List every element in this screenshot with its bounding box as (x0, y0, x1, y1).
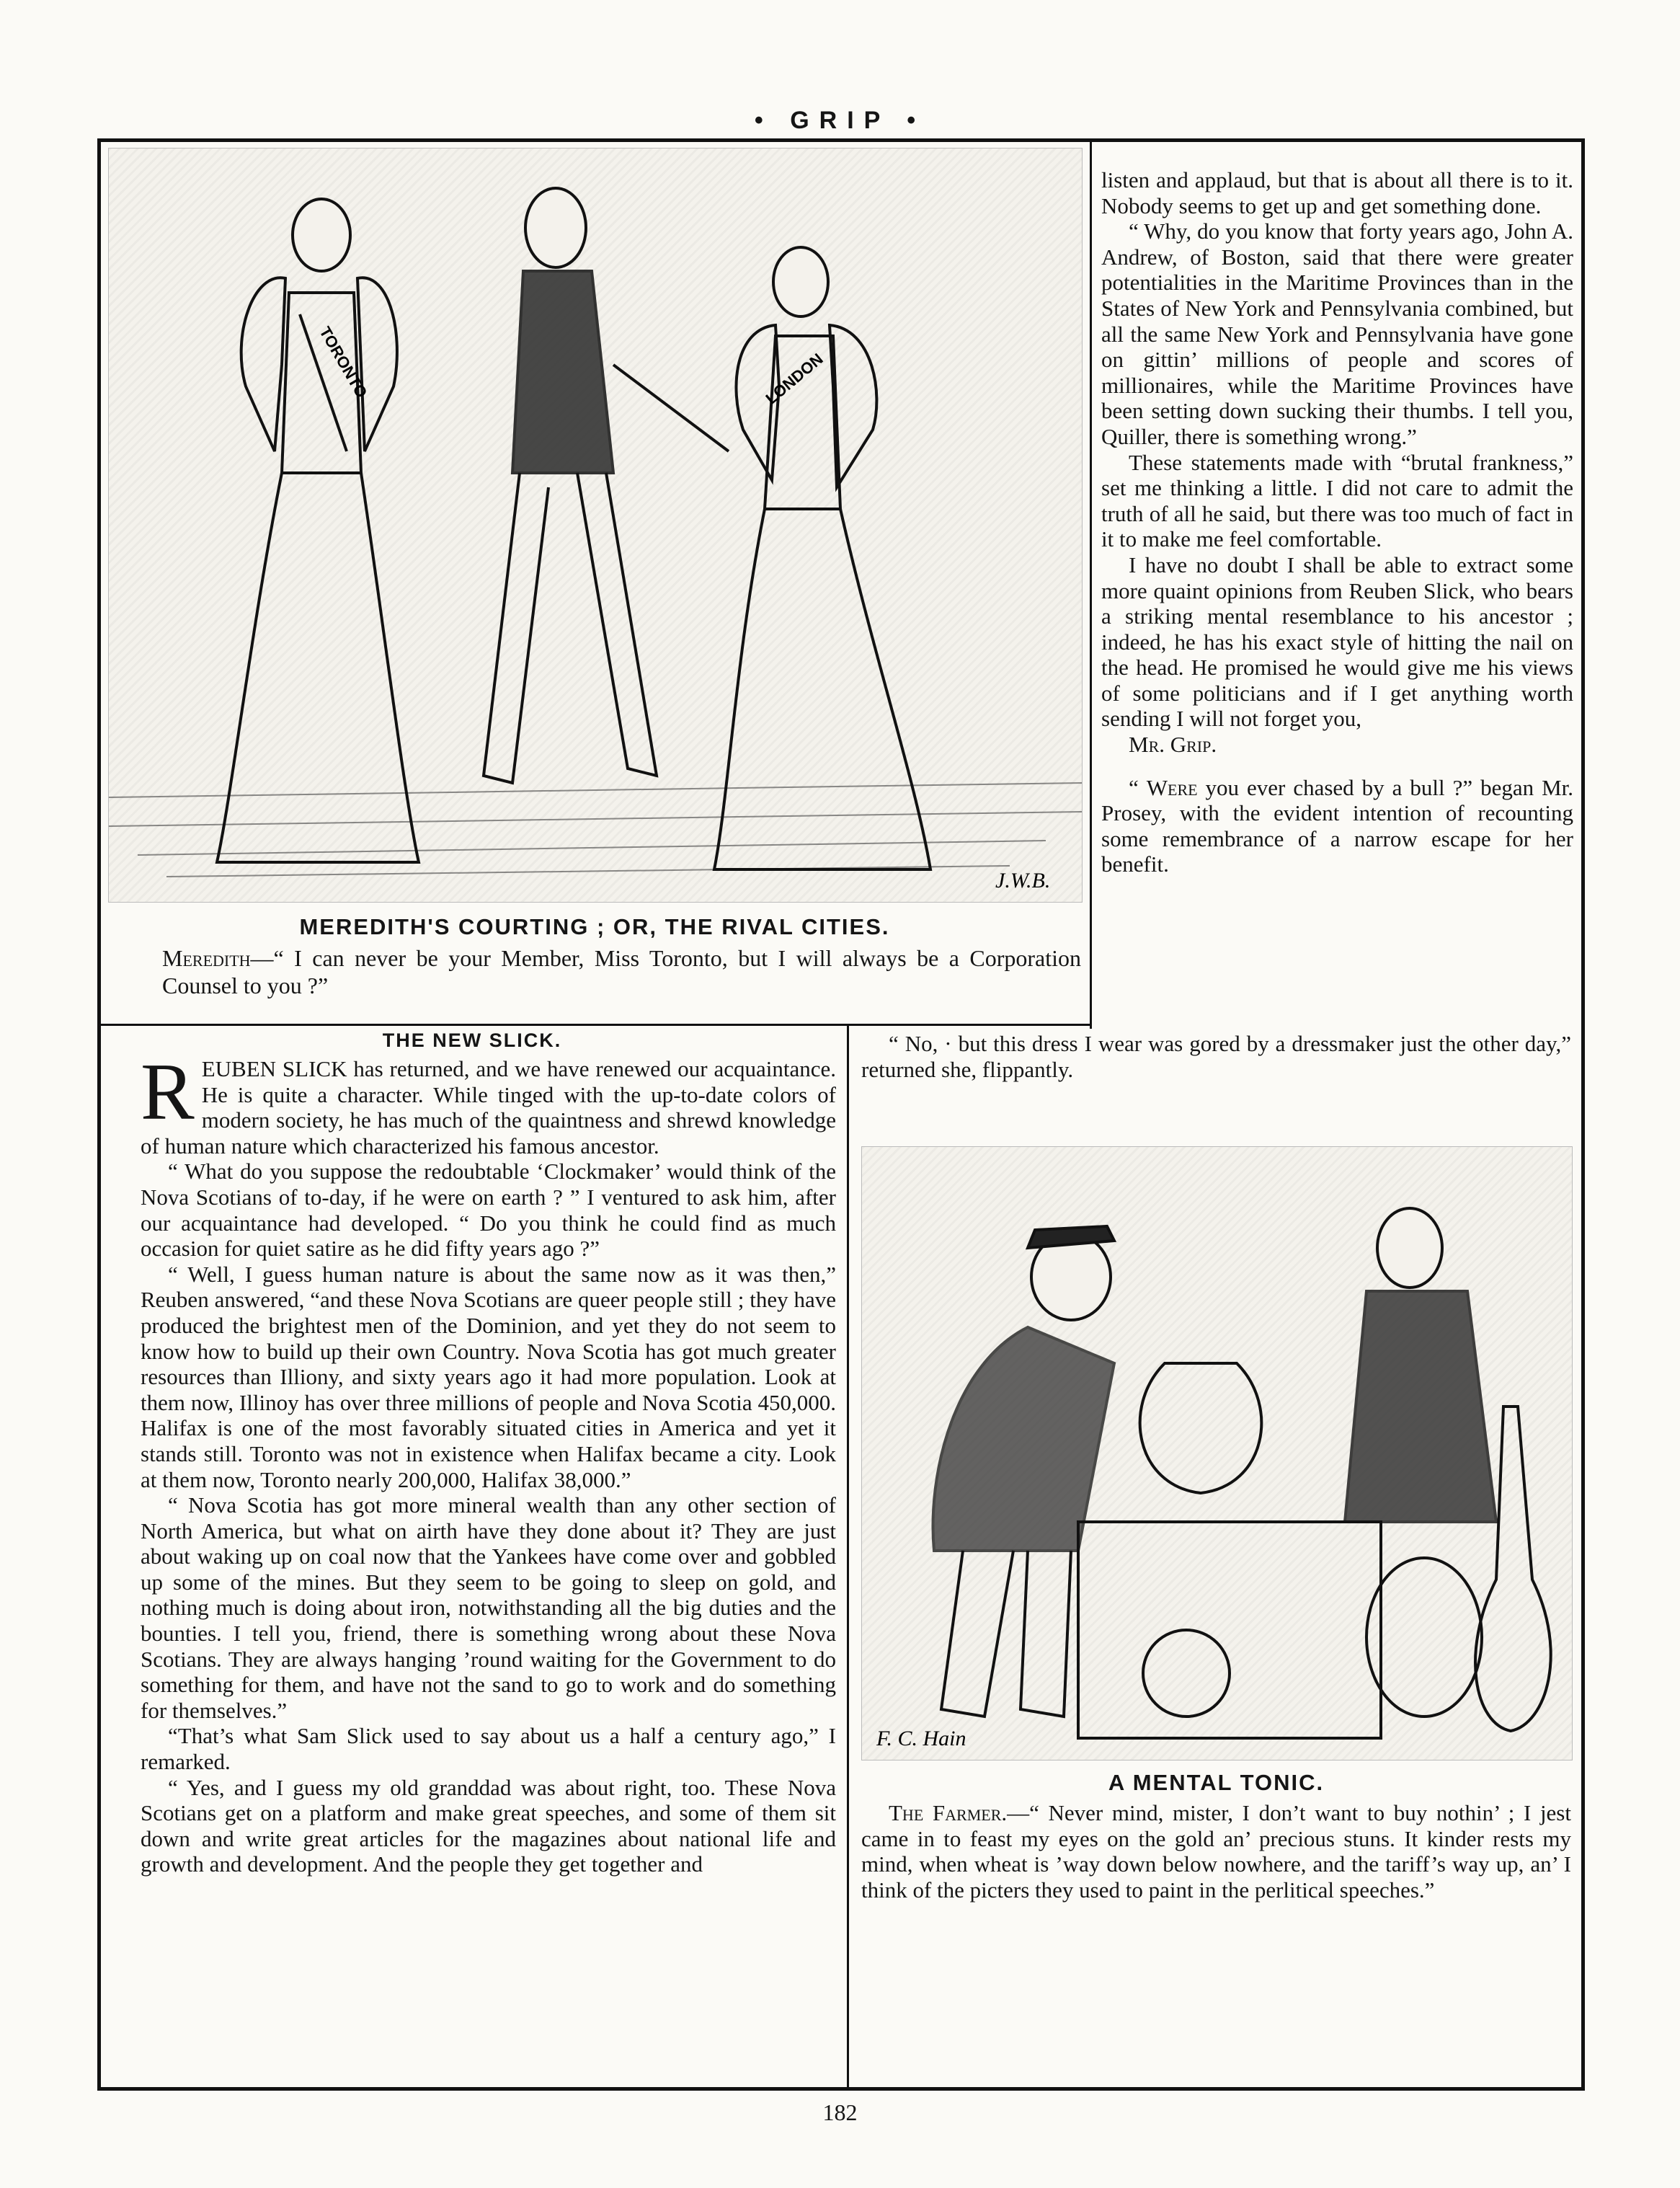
meredith-courting-illustration (108, 148, 1083, 903)
prosey-reply: “ No, · but this dress I wear was gored by a dressmaker just the other day,” returned she, flippantly. (861, 1031, 1571, 1082)
mental-tonic-illustration (861, 1146, 1573, 1760)
cartoon2-title: A MENTAL TONIC. (1108, 1770, 1325, 1795)
section-divider (101, 1024, 1090, 1026)
slick-continued-para-4: I have no doubt I shall be able to extract some more quaint opinions from Reuben Slick, who bears a striking mental resemblance to his ancestor ; indeed, he has his exact style of hitting the nail on the head. He promised he would give me his views of some politicians and if I get anything worth sending I will not forget you, (1101, 552, 1573, 732)
prosey-para-1: “ Were you ever chased by a bull ?” began Mr. Prosey, with the evident intention of recounting some remembrance of a narrow escape for her benefit. (1101, 774, 1573, 877)
new-slick-para-1: REUBEN SLICK has returned, and we have renewed our acquaintance. He is quite a character. While tinged with the up-to-date colors of modern society, he has much of the quaintness and shrewd knowledge of human nature which characterized his famous ancestor. (141, 1048, 836, 1159)
slick-continued-column (1101, 167, 1573, 877)
cartoon2-caption (861, 1800, 1571, 1903)
cartoon1-title: MEREDITH'S COURTING ; OR, THE RIVAL CITIES. (299, 914, 890, 939)
new-slick-para-5: “That’s what Sam Slick used to say about us a half a century ago,” I remarked. (141, 1723, 836, 1775)
new-slick-para-2: “ What do you suppose the redoubtable ‘Clockmaker’ would think of the Nova Scotians of to-day, if he were on earth ? ” I ventured to ask him, after our acquaintance had developed. “ Do you think he could find as much occasion for quiet satire as he did fifty years ago ?” (141, 1159, 836, 1262)
cartoon1-caption (162, 944, 1081, 999)
new-slick-para-4: “ Nova Scotia has got more mineral wealth than any other section of North America, but what on airth have they done about it? They are just about waking up on coal now that the Yankees have come over and gobbled up some of the mines. But they seem to be going to sleep on gold, and nothing much is doing about iron, notwithstanding all the big duties and the bounties. I tell you, friend, there is something wrong about these Nova Scotians. They are always hanging ’round waiting for the Government to do something for them, and have not the sand to go to work and do something for themselves.” (141, 1492, 836, 1723)
slick-continued-para-3: These statements made with “brutal frankness,” set me thinking a little. I did not care to admit the truth of all he said, but there was too much of fact in it to make me feel comfortable. (1101, 449, 1573, 552)
cartoon2-signature: F. C. Hain (876, 1727, 966, 1750)
new-slick-para-6: “ Yes, and I guess my old granddad was about right, too. These Nova Scotians get on a platform and make great speeches, and some of them sit down and write great articles for the magazines about national life and growth and development. And the people they get together and (141, 1774, 836, 1877)
page-header: • GRIP • (754, 107, 926, 134)
slick-continued-para-1: listen and applaud, but that is about all there is to it. Nobody seems to get up and get something done. (1101, 167, 1573, 218)
drop-cap: R (141, 1048, 195, 1137)
cartoon2-speaker: The Farmer. (889, 1800, 1008, 1825)
column-divider-upper (1090, 142, 1092, 1029)
cartoon1-caption-text: —“ I can never be your Member, Miss Toronto, but I will always be a Corporation Counsel to you ?” (162, 945, 1081, 998)
page-number: 182 (822, 2099, 858, 2125)
prosey-lead-word: Were (1146, 774, 1198, 800)
slick-signoff: Mr. Grip. (1129, 732, 1217, 758)
new-slick-column (141, 1048, 836, 1877)
cartoon2-caption-text: The Farmer.—“ Never mind, mister, I don’t want to buy nothin’ ; I jest came in to feast my eyes on the gold an’ precious stuns. It kinder rests my mind, when wheat is ’way down below nowhere, and the tariff’s way up, an’ I think of the picters they used to paint in the perlitical speeches.” (861, 1800, 1571, 1903)
new-slick-title: THE NEW SLICK. (382, 1029, 562, 1051)
new-slick-para-3: “ Well, I guess human nature is about the same now as it was then,” Reuben answered, “and these Nova Scotians are queer people still ; they have produced the brightest men of the Dominion, and yet they do not seem to know how to build up their own Country. Nova Scotia has got much greater resources than Illiony, and sixty years ago it had more population. Look at them now, Illinoy has over three millions of people and Nova Scotia 450,000. Halifax is one of the most favorably situated cities in America and yet it stands still. Toronto was not in existence when Halifax became a city. Look at them now, Toronto nearly 200,000, Halifax 38,000.” (141, 1261, 836, 1492)
slick-continued-para-2: “ Why, do you know that forty years ago, John A. Andrew, of Boston, said that there were greater potentialities in the Maritime Provinces than in the States of New York and Pennsylvania combined, but all the same New York and Pennsylvania have gone on gittin’ millions of people and scores of millionaires, while the Maritime Provinces have been setting down sucking their thumbs. I tell you, Quiller, there is something wrong.” (1101, 218, 1573, 449)
london-sash-text: LONDON (762, 350, 827, 408)
cartoon1-signature: J.W.B. (995, 869, 1051, 893)
cartoon1-speaker: Meredith (162, 945, 251, 971)
prosey-reply-column (861, 1031, 1571, 1082)
column-divider-lower (847, 1024, 849, 2087)
toronto-sash-text: TORONTO (316, 323, 371, 401)
